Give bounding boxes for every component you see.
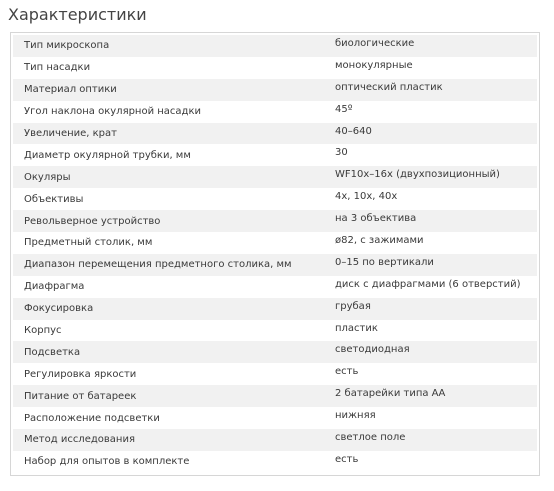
- spec-name: Увеличение, крат: [24, 128, 117, 139]
- spec-name: Диаметр окулярной трубки, мм: [24, 149, 191, 161]
- spec-row: [13, 254, 537, 276]
- spec-value: светлое поле: [335, 431, 406, 443]
- spec-value: оптический пластик: [335, 81, 443, 93]
- spec-value: монокулярные: [335, 59, 413, 71]
- spec-row: [13, 232, 537, 254]
- spec-row: [13, 451, 537, 473]
- spec-name: Револьверное устройство: [24, 215, 161, 227]
- spec-name: Окуляры: [24, 171, 71, 183]
- spec-value: 45º: [335, 103, 353, 115]
- spec-row: [13, 276, 537, 298]
- spec-name: Предметный столик, мм: [24, 237, 153, 249]
- spec-name: Фокусировка: [24, 303, 94, 315]
- spec-name: Метод исследования: [24, 434, 135, 446]
- spec-name: Тип микроскопа: [24, 40, 110, 52]
- spec-name: Питание от батареек: [24, 390, 137, 402]
- spec-row: [13, 57, 537, 79]
- spec-value: биологические: [335, 37, 415, 49]
- spec-row: [13, 166, 537, 188]
- spec-name: Корпус: [24, 325, 62, 337]
- spec-row: [13, 101, 537, 123]
- spec-value: WF10x–16x (двухпозиционный): [335, 169, 500, 181]
- spec-value: на 3 объектива: [335, 213, 417, 225]
- spec-row: [13, 144, 537, 166]
- spec-name: Тип насадки: [24, 62, 91, 74]
- spec-value: ø82, с зажимами: [335, 234, 424, 246]
- spec-name: Диапазон перемещения предметного столика, мм: [24, 259, 292, 271]
- spec-value: 4x, 10x, 40x: [335, 191, 398, 203]
- spec-row: [13, 320, 537, 342]
- spec-value: диск с диафрагмами (6 отверстий): [335, 278, 521, 290]
- spec-value: нижняя: [335, 410, 376, 422]
- spec-row: [13, 35, 537, 57]
- spec-row: [13, 407, 537, 429]
- spec-value: 40–640: [335, 125, 372, 137]
- spec-row: [13, 210, 537, 232]
- spec-row: [13, 341, 537, 363]
- spec-value: 2 батарейки типа АА: [335, 388, 446, 400]
- spec-row: [13, 298, 537, 320]
- spec-row: [13, 79, 537, 101]
- spec-value: есть: [335, 366, 359, 378]
- spec-row: [13, 363, 537, 385]
- spec-value: грубая: [335, 300, 371, 312]
- specs-table: [10, 32, 540, 476]
- spec-value: пластик: [335, 322, 378, 334]
- spec-name: Расположение подсветки: [24, 412, 160, 424]
- spec-name: Набор для опытов в комплекте: [24, 456, 190, 468]
- spec-value: светодиодная: [335, 344, 410, 356]
- spec-row: [13, 188, 537, 210]
- spec-row: [13, 429, 537, 451]
- spec-name: Угол наклона окулярной насадки: [24, 106, 202, 118]
- spec-name: Подсветка: [24, 346, 81, 358]
- spec-name: Регулировка яркости: [24, 368, 137, 380]
- spec-name: Объективы: [24, 193, 84, 205]
- section-title: Характеристики: [8, 5, 147, 24]
- spec-name: Материал оптики: [24, 84, 117, 96]
- spec-value: 0–15 по вертикали: [335, 256, 434, 268]
- spec-row: [13, 123, 537, 145]
- spec-value: есть: [335, 453, 359, 465]
- spec-value: 30: [335, 147, 348, 159]
- spec-row: [13, 385, 537, 407]
- spec-name: Диафрагма: [24, 281, 85, 293]
